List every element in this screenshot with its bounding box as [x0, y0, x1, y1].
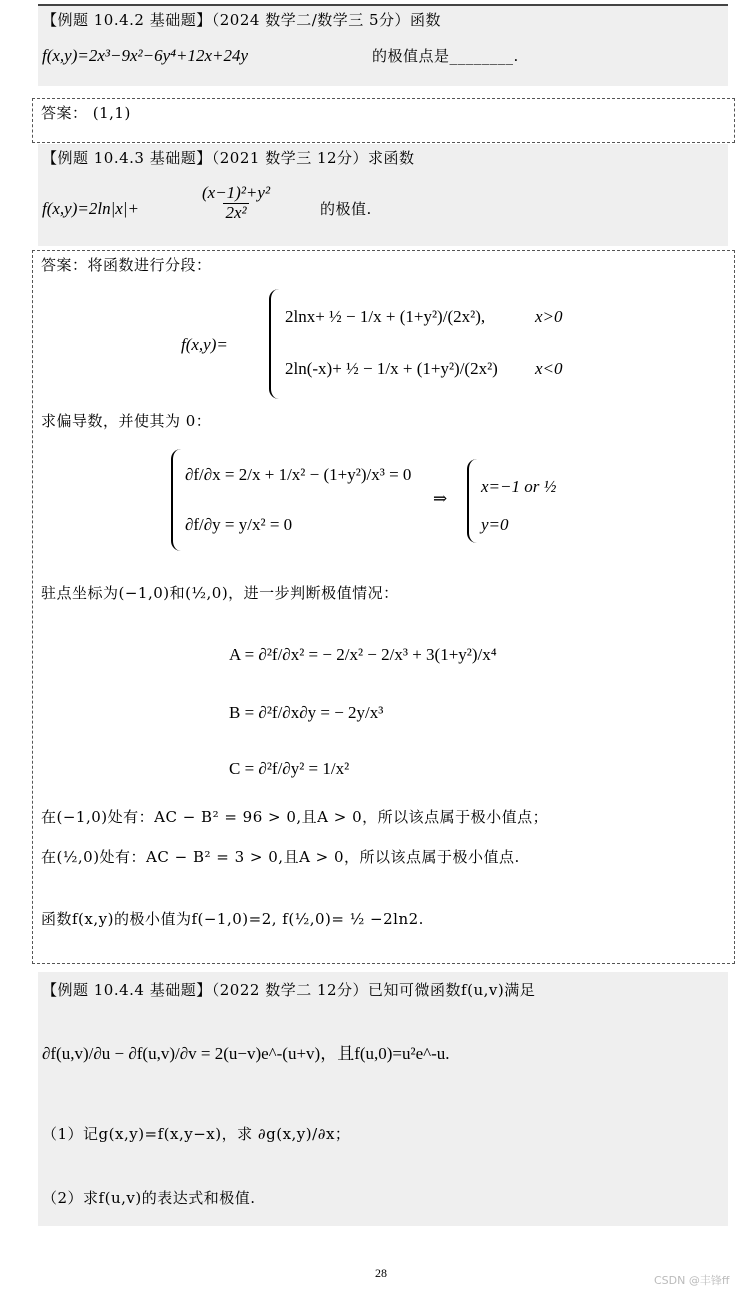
- example-10-4-2: [38, 6, 728, 86]
- left-brace-icon: [467, 459, 479, 543]
- example-header: 【例题 10.4.3 基础题】（2021 数学三 12分）求函数: [42, 149, 415, 167]
- second-derivative-C: C = ∂²f/∂y² = 1/x²: [229, 759, 350, 778]
- formula: f(x,y)=2x³−9x²−6y⁴+12x+24y: [42, 46, 249, 65]
- piece-2: 2ln(-x)+ ½ − 1/x + (1+y²)/(2x²): [285, 359, 498, 378]
- example-10-4-4: [38, 972, 728, 1226]
- equation-fx: ∂f/∂x = 2/x + 1/x² − (1+y²)/x³ = 0: [185, 465, 412, 484]
- second-derivative-B: B = ∂²f/∂x∂y = − 2y/x³: [229, 703, 384, 722]
- piece-1-condition: x>0: [535, 307, 563, 326]
- formula-lhs: f(x,y)=2ln|x|+: [42, 199, 139, 218]
- fraction-denominator: 2x²: [225, 202, 247, 222]
- question-1: （1）记g(x,y)=f(x,y−x)，求 ∂g(x,y)/∂x；: [42, 1125, 351, 1143]
- conclusion-line-1: 在(−1,0)处有：AC − B² = 96 > 0,且A > 0，所以该点属于极小值点；: [41, 808, 549, 826]
- formula-fraction: [198, 184, 274, 222]
- question-2: （2）求f(u,v)的表达式和极值.: [42, 1189, 256, 1207]
- question-tail: 的极值点是________.: [372, 47, 519, 65]
- stationary-points: 驻点坐标为(−1,0)和(½,0)，进一步判断极值情况：: [41, 584, 399, 602]
- watermark: CSDN @丰锋ff: [654, 1274, 730, 1287]
- partial-intro: 求偏导数，并使其为 0：: [41, 412, 212, 430]
- left-brace-icon: [171, 449, 183, 551]
- solution-y: y=0: [481, 515, 509, 534]
- answer-box-10-4-3: [32, 250, 735, 964]
- pde-equation: ∂f(u,v)/∂u − ∂f(u,v)/∂v = 2(u−v)e^-(u+v)，且f(u,0)=u²e^-u.: [42, 1044, 450, 1063]
- example-header: 【例题 10.4.2 基础题】（2024 数学二/数学三 5分）函数: [42, 11, 442, 29]
- page-number: 28: [375, 1266, 387, 1280]
- answer-intro: 答案：将函数进行分段：: [41, 256, 212, 274]
- conclusion-line-3: 函数f(x,y)的极小值为f(−1,0)=2, f(½,0)= ½ −2ln2.: [41, 910, 424, 928]
- question-tail: 的极值.: [320, 200, 372, 218]
- conclusion-line-2: 在(½,0)处有：AC − B² = 3 > 0,且A > 0，所以该点属于极小值点.: [41, 848, 520, 866]
- equation-fy: ∂f/∂y = y/x² = 0: [185, 515, 293, 534]
- answer-text: 答案： (1,1): [41, 104, 131, 122]
- piece-2-condition: x<0: [535, 359, 563, 378]
- example-header: 【例题 10.4.4 基础题】（2022 数学二 12分）已知可微函数f(u,v)满足: [42, 981, 536, 999]
- answer-box-10-4-2: [32, 98, 735, 143]
- piecewise-lhs: f(x,y)=: [181, 335, 228, 354]
- left-brace-icon: [269, 289, 281, 399]
- second-derivative-A: A = ∂²f/∂x² = − 2/x² − 2/x³ + 3(1+y²)/x⁴: [229, 645, 497, 664]
- solution-x: x=−1 or ½: [481, 477, 557, 496]
- piece-1: 2lnx+ ½ − 1/x + (1+y²)/(2x²),: [285, 307, 486, 326]
- implies-arrow: ⇒: [433, 489, 448, 508]
- example-10-4-3: [38, 144, 728, 246]
- fraction-numerator: (x−1)²+y²: [202, 183, 271, 202]
